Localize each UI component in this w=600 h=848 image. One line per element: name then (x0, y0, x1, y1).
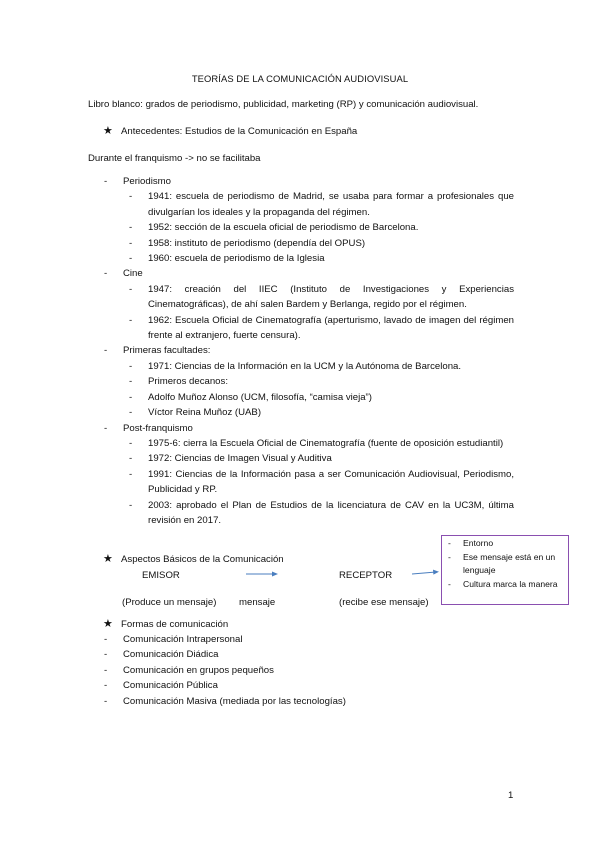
dash-bullet: - (104, 664, 108, 676)
dash-bullet: - (129, 360, 133, 372)
section-heading-aspectos (103, 552, 284, 567)
arrow-right-icon (412, 570, 439, 575)
formas-list (104, 632, 346, 709)
list-item: - Comunicación Diádica (104, 647, 346, 662)
dash-bullet: - (129, 191, 133, 203)
list-item: - 1952: sección de la escuela oficial de periodismo de Barcelona. (123, 220, 514, 235)
receptor-note: (recibe ese mensaje) (339, 597, 429, 608)
list-item: - Comunicación en grupos pequeños (104, 663, 346, 678)
dash-bullet: - (129, 407, 133, 419)
franquismo-line: Durante el franquismo -> no se facilitaba (88, 153, 261, 164)
dash-bullet: - (129, 499, 133, 511)
note-item: - Cultura marca la manera (446, 578, 564, 592)
dash-bullet: - (448, 551, 451, 562)
dash-bullet: - (129, 237, 133, 249)
dash-bullet: - (129, 314, 133, 326)
section-label: Aspectos Básicos de la Comunicación (121, 554, 284, 565)
outline-group-post-franquismo (104, 421, 514, 529)
dash-bullet: - (104, 345, 108, 357)
list-item: - 1958: instituto de periodismo (dependía del OPUS) (123, 236, 514, 251)
outline-group-facultades (104, 343, 514, 420)
list-item: - Primeros decanos: (123, 374, 514, 389)
list-item: - 1962: Escuela Oficial de Cinematografía (aperturismo, lavado de imagen del régimen frente al extranjero, fuerte censura). (129, 314, 514, 342)
group-label: Cine (123, 268, 143, 280)
section-label: Antecedentes: Estudios de la Comunicación en España (121, 126, 358, 137)
sticky-note-box (441, 535, 569, 605)
dash-bullet: - (448, 538, 451, 548)
dash-bullet: - (129, 391, 133, 403)
list-item: - 1947: creación del IIEC (Instituto de Investigaciones y Experiencias Cinematográficas), de ahí salen Bardem y Berlanga, regido por el régimen. (129, 283, 514, 311)
star-bullet-icon: ★ (103, 553, 113, 565)
note-item: - Ese mensaje está en un lenguaje (448, 551, 556, 576)
section-heading-formas (103, 617, 228, 632)
dash-bullet: - (104, 634, 108, 645)
note-item: - Entorno (446, 537, 564, 551)
dash-bullet: - (129, 253, 133, 265)
list-item: - 1941: escuela de periodismo de Madrid, se usaba para formar a profesionales que divulgarían los ideales y la propaganda del régimen. (129, 191, 514, 218)
emisor-note: (Produce un mensaje) (122, 597, 217, 608)
dash-bullet: - (129, 376, 133, 388)
arrow-right-icon (246, 572, 278, 577)
list-item: - Adolfo Muñoz Alonso (UCM, filosofía, “camisa vieja”) (123, 390, 514, 405)
dash-bullet: - (104, 649, 108, 661)
list-item: - Comunicación Masiva (mediada por las tecnologías) (104, 694, 346, 709)
receptor-label: RECEPTOR (339, 570, 393, 581)
page-title: TEORÍAS DE LA COMUNICACIÓN AUDIOVISUAL (191, 73, 409, 84)
list-item: - 1991: Ciencias de la Información pasa a ser Comunicación Audiovisual, Periodismo, Publicidad y RP. (129, 468, 514, 496)
section-heading-antecedentes (103, 124, 357, 139)
list-item: - Comunicación Pública (104, 678, 346, 693)
star-bullet-icon: ★ (103, 125, 113, 137)
dash-bullet: - (104, 268, 108, 280)
page-number: 1 (508, 790, 514, 801)
section-label: Formas de comunicación (121, 619, 229, 630)
dash-bullet: - (104, 422, 108, 434)
list-item: - 1975-6: cierra la Escuela Oficial de Cinematografía (fuente de oposición estudiantil) (123, 436, 514, 451)
dash-bullet: - (104, 176, 108, 187)
dash-bullet: - (104, 695, 108, 707)
dash-bullet: - (129, 437, 133, 449)
outline-group-periodismo (104, 174, 514, 266)
dash-bullet: - (129, 222, 133, 234)
dash-bullet: - (129, 468, 133, 480)
group-label: Periodismo (123, 176, 171, 187)
list-item: - 1960: escuela de periodismo de la Iglesia (123, 251, 514, 266)
intro-paragraph: Libro blanco: grados de periodismo, publicidad, marketing (RP) y comunicación audiovisual. (88, 99, 479, 110)
dash-bullet: - (129, 283, 133, 295)
list-item: - 2003: aprobado el Plan de Estudios de la licenciatura de CAV en la UC3M, última revisión en 2017. (129, 499, 514, 526)
outline-group-cine (104, 266, 514, 343)
list-item: - Comunicación Intrapersonal (104, 632, 346, 647)
list-item: - 1972: Ciencias de Imagen Visual y Auditiva (123, 451, 514, 466)
star-bullet-icon: ★ (103, 618, 113, 630)
group-label: Post-franquismo (123, 422, 193, 434)
list-item: - Víctor Reina Muñoz (UAB) (123, 405, 514, 420)
mensaje-label: mensaje (239, 597, 276, 608)
list-item: - 1971: Ciencias de la Información en la UCM y la Autónoma de Barcelona. (123, 359, 514, 374)
dash-bullet: - (129, 453, 133, 465)
emisor-label: EMISOR (142, 570, 180, 581)
history-outline (104, 174, 514, 528)
dash-bullet: - (104, 680, 108, 692)
dash-bullet: - (448, 578, 451, 589)
group-label: Primeras facultades: (123, 345, 211, 357)
